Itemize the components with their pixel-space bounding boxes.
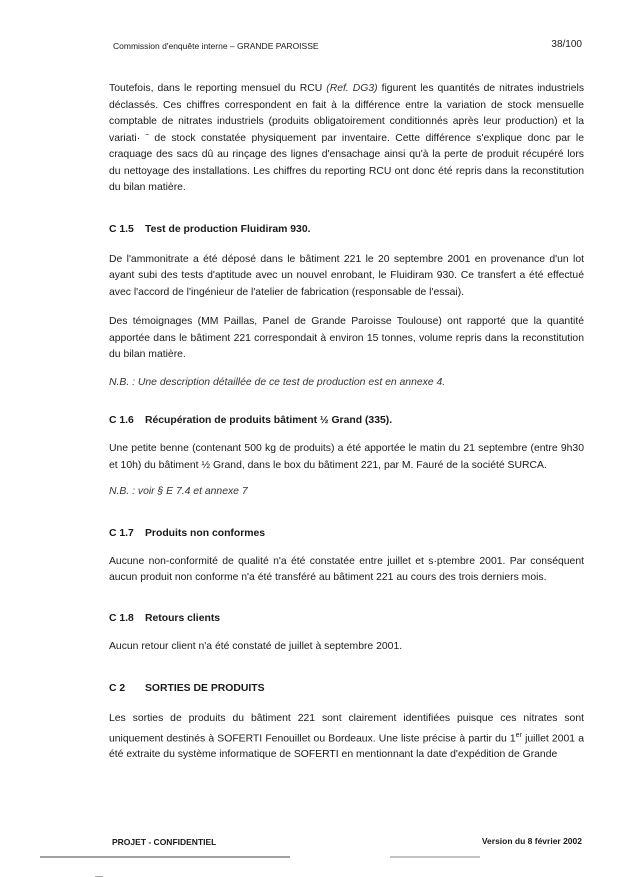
ordinal-superscript: er: [515, 731, 522, 739]
section-title: SORTIES DE PRODUITS: [145, 683, 265, 694]
footer-version: Version du 8 février 2002: [481, 836, 582, 846]
section-number: C 1.8: [109, 612, 134, 624]
section-c18-paragraph-1: Aucun retour client n'a été constaté de juillet à septembre 2001.: [109, 640, 403, 652]
section-heading-c18: [109, 611, 584, 627]
page-content: [109, 81, 584, 764]
section-c17-paragraph-1: Aucune non-conformité de qualité n'a été constatée entre juillet et s·ptembre 2001. Par conséquent aucun produit non conforme n'a été transféré au bâtiment 221 au cours des trois derniers mois.: [109, 555, 584, 583]
intro-reference: (Ref. DG3): [326, 83, 378, 94]
section-c2-text-start: Les sorties de produits du bâtiment 221 sont clairement identifiées puisque ces nitrates sont uniquement destinés à SOFERTI Fenouillet ou Bordeaux. Une liste précise à partir du 1: [109, 713, 584, 744]
section-heading-c17: [109, 526, 584, 542]
section-c15-paragraph-2: Des témoignages (MM Paillas, Panel de Grande Paroisse Toulouse) ont rapporté que la quantité apportée dans le bâtiment 221 correspondait à environ 15 tonnes, volume repris dans la reconstitution du bilan matière.: [109, 316, 584, 360]
intro-paragraph: [109, 81, 584, 197]
section-title: Produits non conformes: [145, 527, 266, 539]
section-number: C 1.6: [109, 415, 134, 426]
section-c2-text-end: juillet 2001 a été extraite du système informatique de SOFERTI en mentionnant la date d'expédition de Grande: [109, 732, 584, 761]
section-c15-note: N.B. : Une description détaillée de ce test de production est en annexe 4.: [109, 376, 446, 388]
section-heading-c2: [109, 681, 584, 697]
section-number: C 1.7: [109, 527, 134, 539]
page-number: 38/100: [551, 39, 582, 50]
footer-confidential: PROJET - CONFIDENTIEL: [112, 837, 217, 847]
section-c2-paragraph-1: [109, 711, 584, 764]
section-c15-paragraph-1: De l'ammonitrate a été déposé dans le bâtiment 221 le 20 septembre 2001 en provenance d'un lot ayant subi des tests d'aptitude avec un nouvel enrobant, le Fluidiram 930. Ce transfert a été effectué avec l'accord de l'ingénieur de l'atelier de fabrication (responsable de l'essai).: [109, 253, 584, 298]
section-heading-c16: [109, 413, 584, 429]
intro-text-end: figurent les quantités de nitrates industriels déclassés. Ces chiffres correspondent en fait à la différence entre la variation de stock mensuelle comptable de nitrates industriels (produits obligatoirement conditionnés après leur production) et la variati· ˉ de stock constatée physiquement par inventaire. Cette différence s'explique donc par le craquage des sacs dû au rinçage des lignes d'ensachage ainsi qu'à la perte de produit récupéré lors du nettoyage des installations. Les chiffres du reporting RCU ont donc été repris dans la reconstitution du bilan matière.: [109, 83, 585, 193]
section-title: Test de production Fluidiram 930.: [145, 223, 311, 235]
scan-artifact: [40, 856, 290, 858]
section-heading-c15: [109, 222, 584, 238]
section-number: C 2: [109, 683, 126, 694]
scan-artifact: [390, 856, 480, 858]
section-c16-note: N.B. : voir § E 7.4 et annexe 7: [109, 486, 248, 497]
section-c16-paragraph-1: Une petite benne (contenant 500 kg de produits) a été apportée le matin du 21 septembre (entre 9h30 et 10h) du bâtiment ½ Grand, dans le box du bâtiment 221, par M. Fauré de la société SURCA.: [109, 443, 584, 471]
header-title: Commission d'enquête interne – GRANDE PAROISSE: [113, 41, 319, 51]
section-title: Retours clients: [145, 612, 221, 624]
intro-text-start: Toutefois, dans le reporting mensuel du RCU: [109, 83, 327, 94]
section-title: Récupération de produits bâtiment ½ Grand (335).: [145, 415, 393, 426]
section-number: C 1.5: [109, 223, 134, 235]
